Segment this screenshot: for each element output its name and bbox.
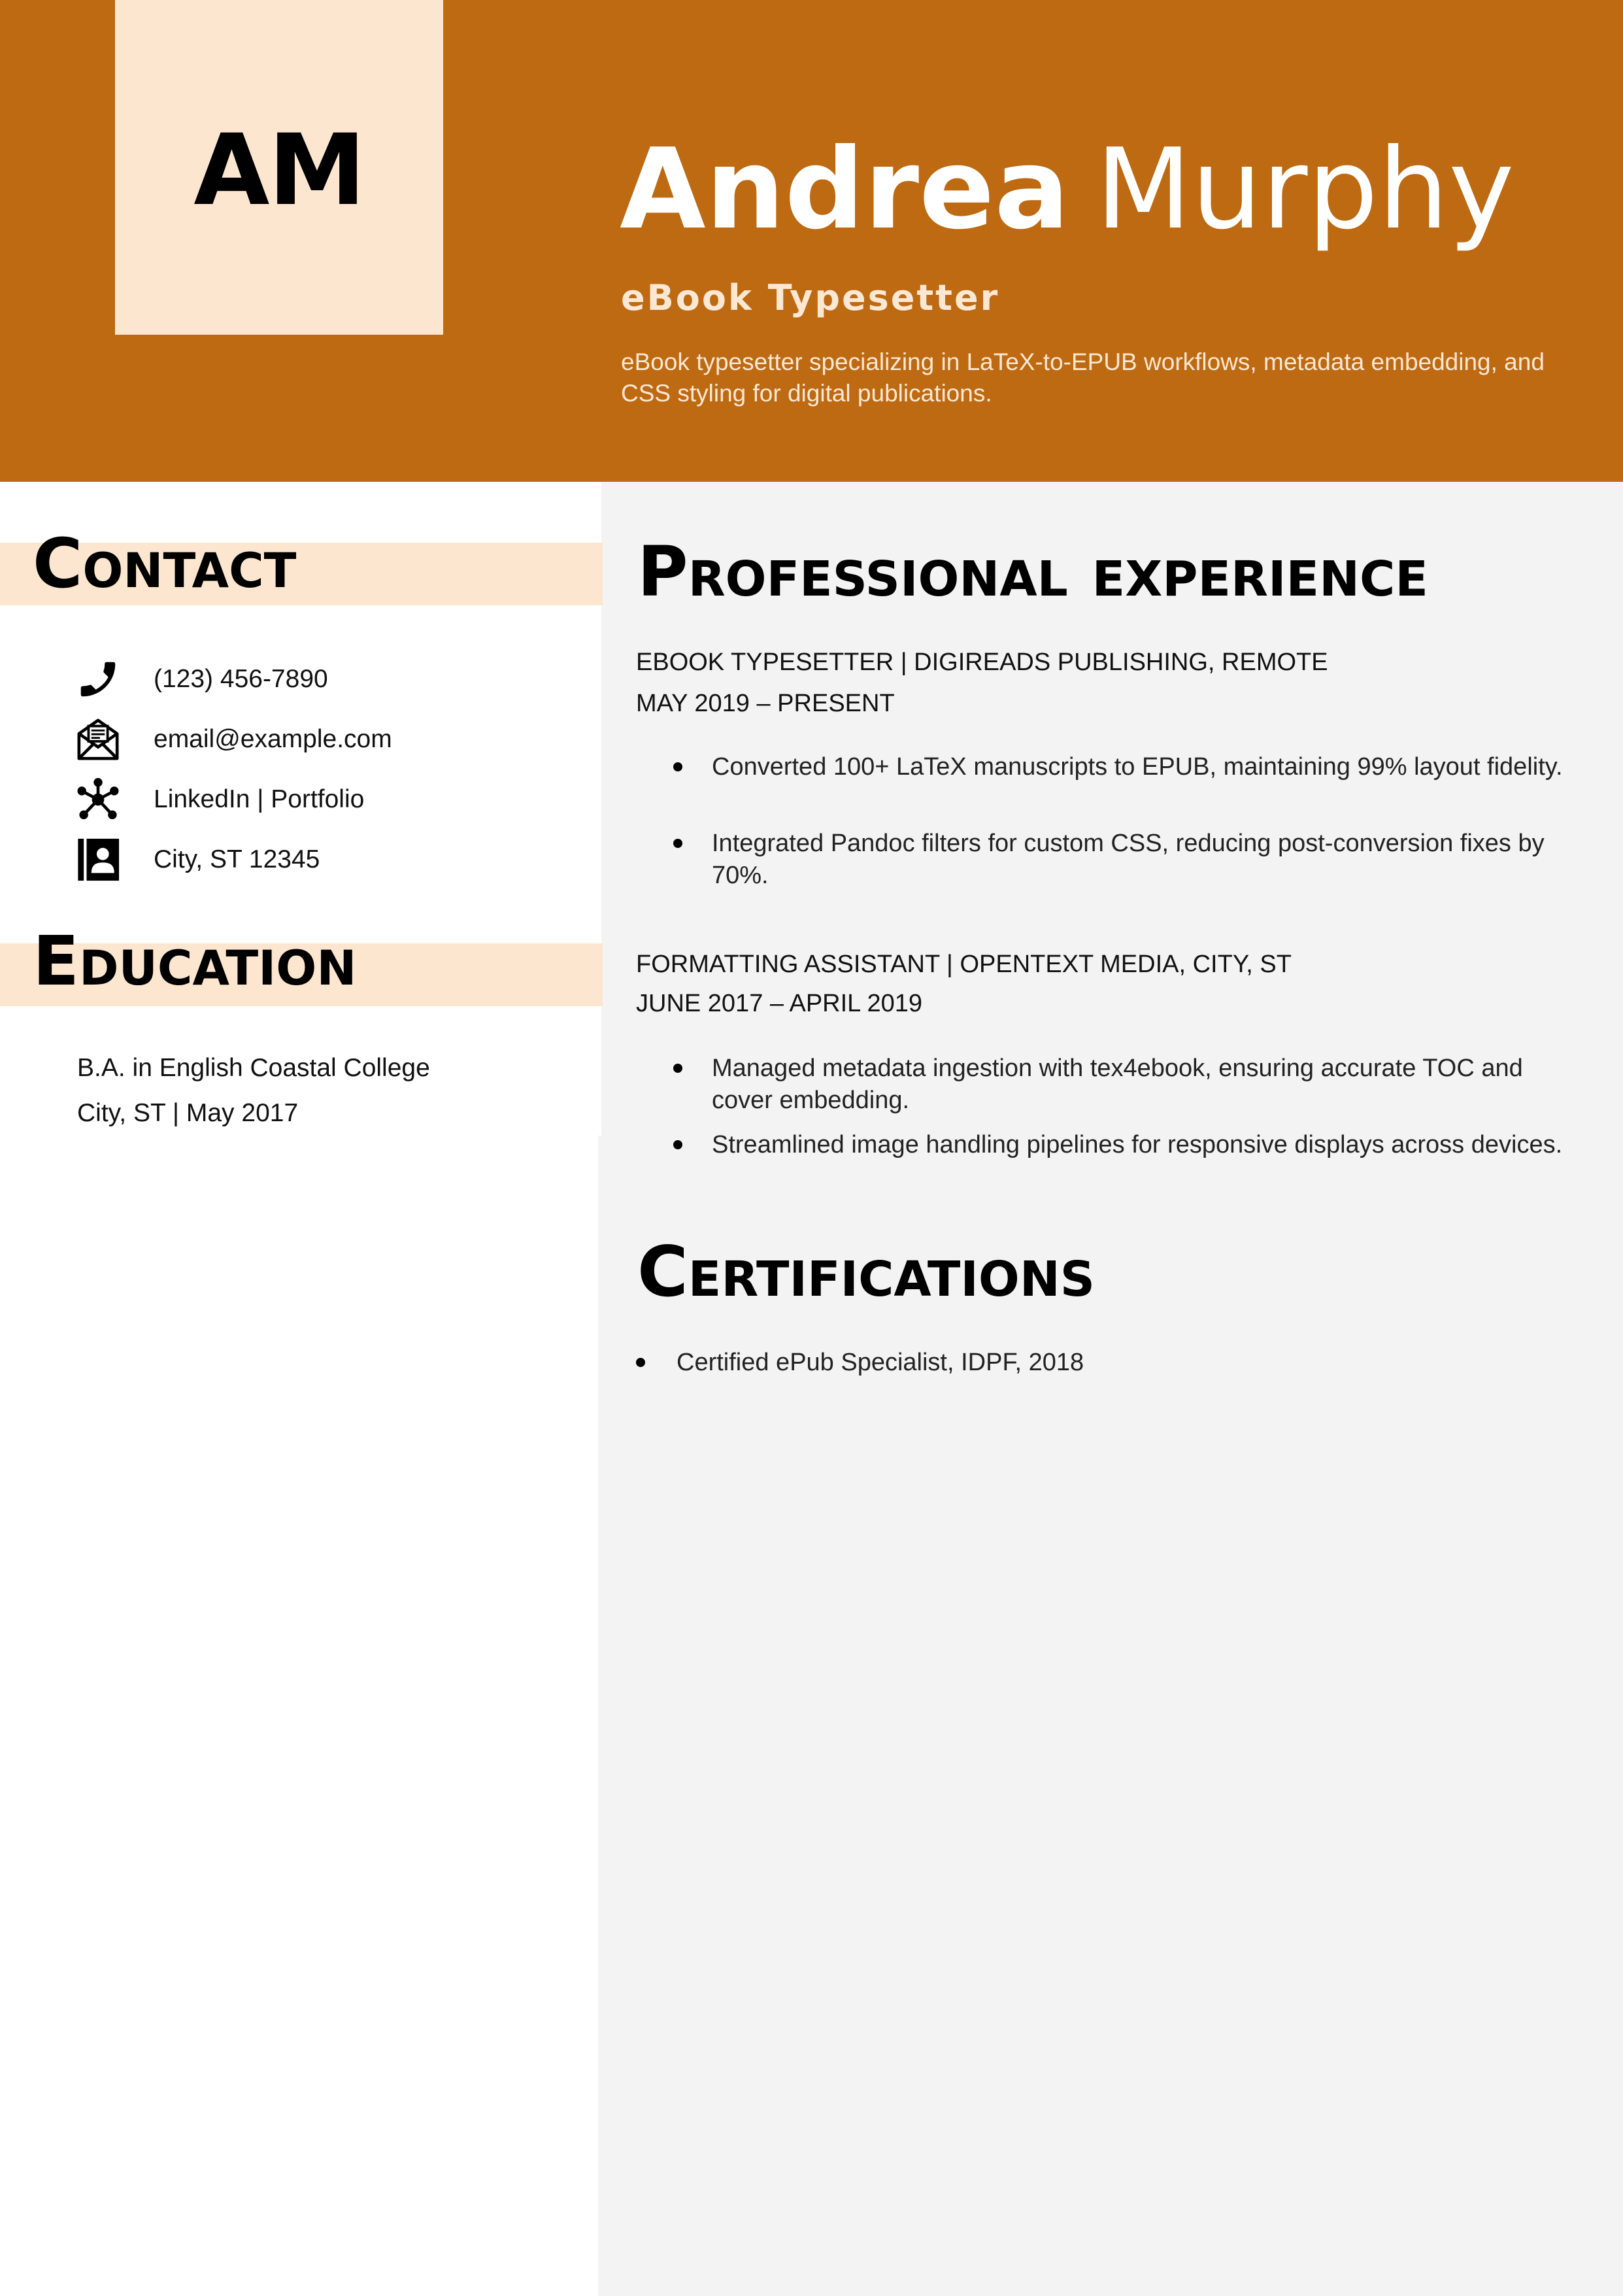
bullet-dot (673, 762, 682, 771)
certification-text: Certified ePub Specialist, IDPF, 2018 (677, 1349, 1084, 1376)
job-title: FORMATTING ASSISTANT | OPENTEXT MEDIA, CITY, ST (636, 951, 1292, 978)
bullet-dot (673, 1064, 682, 1073)
envelope-icon (75, 717, 121, 762)
education-details: City, ST | May 2017 (77, 1099, 299, 1127)
contact-phone (75, 656, 328, 702)
contact-title: Contact (33, 524, 297, 603)
email-address[interactable]: email@example.com (154, 725, 392, 753)
full-name (620, 125, 1514, 254)
list-item (673, 828, 1588, 892)
bullet-text: Streamlined image handling pipelines for responsive displays across devices. (712, 1131, 1563, 1158)
contact-links (75, 777, 364, 822)
bullet-dot (673, 839, 682, 848)
certifications-title: Certifications (637, 1232, 1096, 1312)
profile-links[interactable]: LinkedIn | Portfolio (154, 785, 365, 813)
bullet-text: Converted 100+ LaTeX manuscripts to EPUB, maintaining 99% layout fidelity. (712, 753, 1563, 781)
monogram-box (115, 0, 443, 335)
address-book-icon (75, 837, 121, 883)
job-title: EBOOK TYPESETTER | DIGIREADS PUBLISHING, REMOTE (636, 649, 1328, 676)
summary: eBook typesetter specializing in LaTeX-to-EPUB workflows, metadata embedding, and CSS styling for digital publications. (621, 348, 1545, 407)
contact-address (75, 837, 320, 883)
address: City, ST 12345 (154, 845, 320, 873)
bullet-text: Managed metadata ingestion with tex4ebook, ensuring accurate TOC and cover embedding. (712, 1055, 1523, 1114)
phone-icon (75, 656, 121, 702)
network-icon (75, 777, 121, 822)
list-item (673, 751, 1588, 783)
list-item (673, 1053, 1588, 1117)
first-name: Andrea (620, 125, 1070, 254)
last-name: Murphy (1096, 125, 1514, 254)
job-dates: JUNE 2017 – APRIL 2019 (636, 990, 922, 1017)
bullet-dot (673, 1140, 682, 1149)
education-title: Education (33, 921, 357, 1001)
job-dates: MAY 2019 – PRESENT (636, 690, 895, 717)
monogram: AM (193, 114, 365, 228)
header-banner (0, 0, 1623, 482)
experience-title: Professional experience (637, 532, 1428, 612)
list-item (636, 1347, 1551, 1379)
bullet-dot (636, 1358, 645, 1367)
education-degree: B.A. in English Coastal College (77, 1054, 430, 1082)
contact-email (75, 717, 392, 762)
list-item (673, 1129, 1588, 1161)
bullet-text: Integrated Pandoc filters for custom CSS, reducing post-conversion fixes by 70%. (712, 830, 1545, 889)
phone-number: (123) 456-7890 (154, 665, 328, 693)
job-role: eBook Typesetter (621, 277, 1000, 318)
